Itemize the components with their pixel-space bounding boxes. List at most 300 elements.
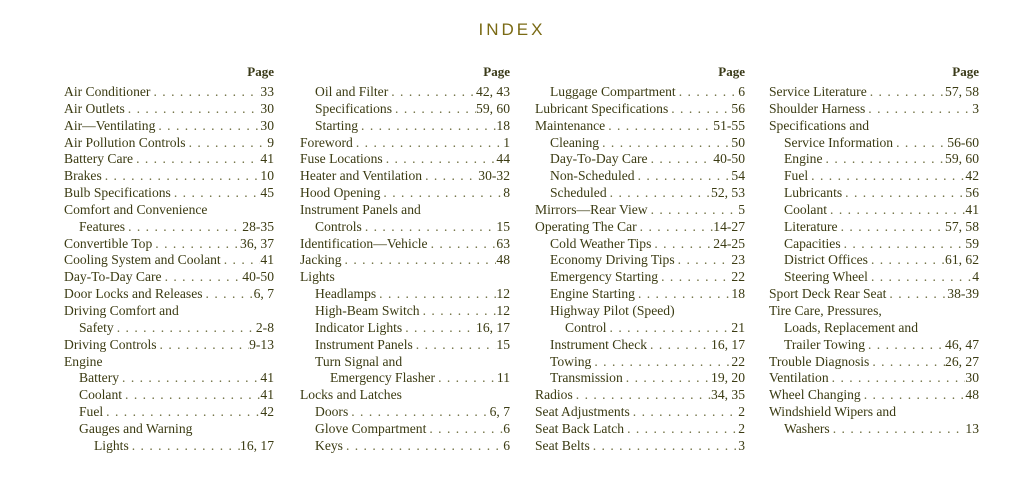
entry-text: Scheduled <box>550 185 607 201</box>
entry-text: Features <box>79 218 126 234</box>
index-entry <box>769 370 979 387</box>
entry-page: 16, 17 <box>711 336 745 352</box>
dot-leader <box>808 168 965 185</box>
entry-page: 13 <box>965 420 979 436</box>
entry-text: Emergency Starting <box>550 269 659 285</box>
index-entry <box>300 118 510 135</box>
entry-text: Wheel Changing <box>769 387 861 403</box>
dot-leader <box>865 101 972 118</box>
index-column-4 <box>769 64 979 438</box>
dot-leader <box>647 337 711 354</box>
entry-page: 28-35 <box>242 218 274 234</box>
entry-text: Luggage Compartment <box>550 84 676 99</box>
dot-leader <box>383 151 497 168</box>
entry-text: Service Literature <box>769 84 867 99</box>
entry-text: Driving Controls <box>64 336 157 352</box>
dot-leader <box>171 185 261 202</box>
entry-text: Turn Signal and <box>315 353 403 369</box>
index-column-3 <box>535 64 745 455</box>
dot-leader <box>392 101 476 118</box>
entry-page: 50 <box>731 134 745 150</box>
index-entry <box>300 387 510 404</box>
entry-page: 6, 7 <box>253 286 274 302</box>
dot-leader <box>591 354 731 371</box>
entry-text: Foreword <box>300 134 353 150</box>
entry-text: Mirrors—Rear View <box>535 201 648 217</box>
dot-leader <box>376 286 496 303</box>
index-entry <box>535 387 745 404</box>
entry-page: 18 <box>496 117 510 133</box>
entry-text: Cleaning <box>550 134 600 150</box>
index-entry <box>300 252 510 269</box>
index-entry <box>535 202 745 219</box>
dot-leader <box>428 236 497 253</box>
dot-leader <box>868 252 945 269</box>
index-entry <box>300 236 510 253</box>
entry-page: 59, 60 <box>945 151 979 167</box>
index-entry <box>300 269 510 286</box>
entry-text: Hood Opening <box>300 185 381 201</box>
index-entry <box>535 421 745 438</box>
index-entry <box>300 320 510 337</box>
entry-text: Washers <box>784 420 830 436</box>
entry-text: Battery Care <box>64 151 134 167</box>
index-entry <box>300 438 510 455</box>
index-entry <box>64 236 274 253</box>
dot-leader <box>605 118 713 135</box>
dot-leader <box>150 84 260 101</box>
entry-text: Windshield Wipers and <box>769 404 897 420</box>
entry-text: Service Information <box>784 134 894 150</box>
entry-text: Instrument Panels <box>315 336 413 352</box>
entry-text: Cold Weather Tips <box>550 235 652 251</box>
dot-leader <box>422 168 478 185</box>
index-entry <box>64 421 274 438</box>
index-entry <box>769 387 979 404</box>
entry-page: 36, 37 <box>240 235 274 251</box>
index-entry <box>769 286 979 303</box>
dot-leader <box>162 269 243 286</box>
entry-page: 22 <box>731 353 745 369</box>
entry-text: Oil and Filter <box>315 84 389 99</box>
dot-leader <box>186 135 268 152</box>
dot-leader <box>861 387 966 404</box>
index-entry <box>300 370 510 387</box>
index-entry <box>64 252 274 269</box>
index-entry <box>64 370 274 387</box>
dot-leader <box>865 337 945 354</box>
entry-page: 34, 35 <box>711 387 745 403</box>
page-column-header: Page <box>483 64 510 79</box>
entry-page: 3 <box>972 100 979 116</box>
dot-leader <box>353 135 503 152</box>
dot-leader <box>590 438 738 455</box>
entry-text: Specifications and <box>769 117 870 133</box>
index-entry <box>64 387 274 404</box>
dot-leader <box>435 370 497 387</box>
index-entry <box>64 404 274 421</box>
entry-text: Maintenance <box>535 117 606 133</box>
entry-text: Engine <box>784 151 823 167</box>
dot-leader <box>637 219 714 236</box>
entry-text: Day-To-Day Care <box>550 151 648 167</box>
index-entry <box>300 202 510 219</box>
index-entry <box>535 438 745 455</box>
dot-leader <box>676 84 738 101</box>
entry-page: 16, 17 <box>476 319 510 335</box>
entry-page: 22 <box>731 269 745 285</box>
entry-text: Battery <box>79 370 120 386</box>
entry-page: 38-39 <box>947 286 979 302</box>
dot-leader <box>358 118 496 135</box>
dot-leader <box>869 354 945 371</box>
index-entry <box>300 135 510 152</box>
index-column-1 <box>64 64 274 455</box>
entry-page: 26, 27 <box>945 353 979 369</box>
dot-leader <box>630 404 738 421</box>
index-entry <box>535 303 745 320</box>
page-column-header: Page <box>247 64 274 79</box>
index-entry <box>769 354 979 371</box>
index-entry <box>535 320 745 337</box>
entry-page: 59 <box>965 235 979 251</box>
dot-leader <box>668 101 731 118</box>
entry-page: 52, 53 <box>711 185 745 201</box>
entry-page: 42 <box>965 168 979 184</box>
dot-leader <box>651 236 713 253</box>
index-entry <box>64 101 274 118</box>
entry-text: Highway Pilot (Speed) <box>550 302 675 318</box>
dot-leader <box>152 236 240 253</box>
entry-page: 6 <box>503 420 510 436</box>
index-entry <box>300 421 510 438</box>
entry-text: Locks and Latches <box>300 387 402 403</box>
entry-page: 48 <box>965 387 979 403</box>
entry-text: Sport Deck Rear Seat <box>769 286 887 302</box>
index-entry <box>769 252 979 269</box>
index-entry <box>769 135 979 152</box>
entry-text: Fuel <box>79 404 104 420</box>
dot-leader <box>122 387 260 404</box>
entry-text: Day-To-Day Care <box>64 269 162 285</box>
entry-text: Heater and Ventilation <box>300 168 423 184</box>
entry-text: Headlamps <box>315 286 377 302</box>
entry-page: 41 <box>260 151 274 167</box>
entry-page: 30 <box>260 100 274 116</box>
dot-leader <box>221 252 261 269</box>
entry-text: Engine <box>64 353 103 369</box>
entry-page: 56 <box>965 185 979 201</box>
index-entry <box>300 337 510 354</box>
entry-text: Doors <box>315 404 349 420</box>
entry-page: 15 <box>496 336 510 352</box>
entry-text: Seat Back Latch <box>535 420 625 436</box>
dot-leader <box>133 151 260 168</box>
index-entry <box>769 202 979 219</box>
dot-leader <box>867 84 945 101</box>
index-entry <box>535 135 745 152</box>
dot-leader <box>623 370 711 387</box>
page-column-header: Page <box>718 64 745 79</box>
dot-leader <box>157 337 250 354</box>
dot-leader <box>607 185 711 202</box>
entry-text: Ventilation <box>769 370 829 386</box>
index-entry <box>535 185 745 202</box>
entry-page: 4 <box>972 269 979 285</box>
entry-text: Brakes <box>64 168 102 184</box>
dot-leader <box>635 168 732 185</box>
entry-page: 42, 43 <box>476 84 510 99</box>
dot-leader <box>868 269 972 286</box>
index-entry <box>535 219 745 236</box>
entry-text: Non-Scheduled <box>550 168 635 184</box>
dot-leader <box>838 219 945 236</box>
dot-leader <box>658 269 731 286</box>
index-entry <box>769 337 979 354</box>
index-entry <box>300 101 510 118</box>
dot-leader <box>103 404 260 421</box>
entry-page: 59, 60 <box>476 100 510 116</box>
index-entry <box>769 236 979 253</box>
dot-leader <box>830 421 966 438</box>
entry-text: Air Pollution Controls <box>64 134 186 150</box>
entry-text: Coolant <box>784 201 828 217</box>
entry-page: 46, 47 <box>945 336 979 352</box>
entry-text: Lights <box>94 437 129 453</box>
entry-page: 56 <box>731 100 745 116</box>
entry-text: Towing <box>550 353 592 369</box>
entry-page: 44 <box>496 151 510 167</box>
index-entry <box>769 84 979 101</box>
entry-page: 9 <box>267 134 274 150</box>
entry-page: 9-13 <box>249 336 274 352</box>
dot-leader <box>607 320 732 337</box>
index-entry <box>300 286 510 303</box>
entry-text: Safety <box>79 319 114 335</box>
entry-text: Coolant <box>79 387 123 403</box>
index-entry <box>300 84 510 101</box>
index-entry <box>535 286 745 303</box>
entry-page: 41 <box>260 370 274 386</box>
entry-text: Fuel <box>784 168 809 184</box>
entry-text: Keys <box>315 437 343 453</box>
entry-page: 15 <box>496 218 510 234</box>
entry-text: Literature <box>784 218 838 234</box>
entry-text: Air—Ventilating <box>64 117 156 133</box>
index-entry <box>535 118 745 135</box>
dot-leader <box>893 135 947 152</box>
index-entry <box>535 354 745 371</box>
index-entry <box>535 84 745 101</box>
entry-page: 14-27 <box>713 218 745 234</box>
dot-leader <box>348 404 489 421</box>
entry-page: 23 <box>731 252 745 268</box>
index-entry <box>769 219 979 236</box>
entry-page: 45 <box>260 185 274 201</box>
index-entry <box>64 286 274 303</box>
index-entry <box>64 438 274 455</box>
dot-leader <box>203 286 254 303</box>
dot-leader <box>102 168 261 185</box>
entry-text: High-Beam Switch <box>315 302 420 318</box>
entry-text: Bulb Specifications <box>64 185 171 201</box>
entry-text: Gauges and Warning <box>79 420 193 436</box>
entry-page: 40-50 <box>713 151 745 167</box>
index-entry <box>300 151 510 168</box>
dot-leader <box>343 438 503 455</box>
index-entry <box>535 269 745 286</box>
entry-text: Radios <box>535 387 573 403</box>
index-entry <box>769 320 979 337</box>
entry-text: Air Outlets <box>64 100 125 116</box>
index-entry <box>769 118 979 135</box>
entry-text: Transmission <box>550 370 623 386</box>
dot-leader <box>388 84 476 101</box>
entry-text: Emergency Flasher <box>330 370 436 386</box>
dot-leader <box>829 370 966 387</box>
entry-page: 41 <box>965 201 979 217</box>
entry-text: Specifications <box>315 100 393 116</box>
entry-page: 2 <box>738 404 745 420</box>
entry-page: 16, 17 <box>240 437 274 453</box>
entry-page: 6, 7 <box>489 404 510 420</box>
entry-text: Lights <box>300 269 335 285</box>
entry-text: Air Conditioner <box>64 84 151 99</box>
dot-leader <box>675 252 732 269</box>
dot-leader <box>823 151 946 168</box>
entry-page: 41 <box>260 252 274 268</box>
dot-leader <box>648 151 714 168</box>
index-entry <box>535 151 745 168</box>
entry-page: 11 <box>496 370 510 386</box>
index-entry <box>300 303 510 320</box>
entry-text: Control <box>565 319 607 335</box>
dot-leader <box>426 421 503 438</box>
entry-text: Seat Adjustments <box>535 404 630 420</box>
dot-leader <box>886 286 947 303</box>
entry-text: Trouble Diagnosis <box>769 353 870 369</box>
dot-leader <box>599 135 731 152</box>
entry-page: 2 <box>738 420 745 436</box>
index-entry <box>300 185 510 202</box>
dot-leader <box>380 185 503 202</box>
entry-text: Indicator Lights <box>315 319 403 335</box>
dot-leader <box>841 236 966 253</box>
index-entry <box>535 168 745 185</box>
entry-text: Engine Starting <box>550 286 635 302</box>
index-entry <box>535 337 745 354</box>
entry-text: Loads, Replacement and <box>784 319 918 335</box>
index-entry <box>300 354 510 371</box>
dot-leader <box>842 185 965 202</box>
index-entry <box>64 219 274 236</box>
entry-text: Capacities <box>784 235 841 251</box>
entry-page: 63 <box>496 235 510 251</box>
entry-page: 2-8 <box>255 319 274 335</box>
index-entry <box>769 303 979 320</box>
entry-text: Instrument Panels and <box>300 201 421 217</box>
entry-page: 1 <box>503 134 510 150</box>
entry-text: Comfort and Convenience <box>64 201 208 217</box>
index-entry <box>64 84 274 101</box>
entry-page: 61, 62 <box>945 252 979 268</box>
entry-page: 42 <box>260 404 274 420</box>
entry-text: Fuse Locations <box>300 151 383 167</box>
dot-leader <box>114 320 256 337</box>
entry-text: Trailer Towing <box>784 336 865 352</box>
entry-page: 3 <box>738 437 745 453</box>
entry-page: 8 <box>503 185 510 201</box>
dot-leader <box>624 421 738 438</box>
index-entry <box>535 404 745 421</box>
index-column-2 <box>300 64 510 455</box>
index-entry <box>64 168 274 185</box>
index-entry <box>535 101 745 118</box>
index-entry <box>769 404 979 421</box>
entry-text: Tire Care, Pressures, <box>769 302 882 318</box>
index-entry <box>64 202 274 219</box>
page-title: INDEX <box>478 20 546 39</box>
entry-text: Controls <box>315 218 362 234</box>
entry-text: Economy Driving Tips <box>550 252 675 268</box>
entry-text: Starting <box>315 117 359 133</box>
entry-page: 57, 58 <box>945 218 979 234</box>
entry-text: Identification—Vehicle <box>300 235 428 251</box>
index-entry <box>535 252 745 269</box>
dot-leader <box>129 438 240 455</box>
entry-page: 6 <box>503 437 510 453</box>
index-entry <box>769 421 979 438</box>
dot-leader <box>125 101 261 118</box>
index-entry <box>64 303 274 320</box>
index-entry <box>64 269 274 286</box>
index-entry <box>64 135 274 152</box>
entry-page: 18 <box>731 286 745 302</box>
index-entry <box>769 101 979 118</box>
index-entry <box>769 168 979 185</box>
index-entry <box>300 168 510 185</box>
dot-leader <box>125 219 242 236</box>
entry-page: 12 <box>496 302 510 318</box>
entry-page: 10 <box>260 168 274 184</box>
entry-text: Jacking <box>300 252 342 268</box>
dot-leader <box>573 387 711 404</box>
index-entry <box>64 118 274 135</box>
entry-page: 19, 20 <box>711 370 745 386</box>
index-entry <box>64 337 274 354</box>
dot-leader <box>635 286 731 303</box>
entry-text: Glove Compartment <box>315 420 427 436</box>
dot-leader <box>648 202 739 219</box>
page-column-header: Page <box>952 64 979 79</box>
entry-text: Driving Comfort and <box>64 302 179 318</box>
index-entry <box>300 404 510 421</box>
entry-text: Operating The Car <box>535 218 637 234</box>
entry-page: 40-50 <box>242 269 274 285</box>
entry-page: 56-60 <box>947 134 979 150</box>
index-entry <box>535 236 745 253</box>
entry-page: 6 <box>738 84 745 99</box>
dot-leader <box>342 252 497 269</box>
entry-text: Steering Wheel <box>784 269 868 285</box>
entry-text: Instrument Check <box>550 336 648 352</box>
entry-text: Seat Belts <box>535 437 590 453</box>
dot-leader <box>413 337 497 354</box>
index-entry <box>769 151 979 168</box>
index-entry <box>64 185 274 202</box>
entry-text: Cooling System and Coolant <box>64 252 221 268</box>
entry-page: 41 <box>260 387 274 403</box>
